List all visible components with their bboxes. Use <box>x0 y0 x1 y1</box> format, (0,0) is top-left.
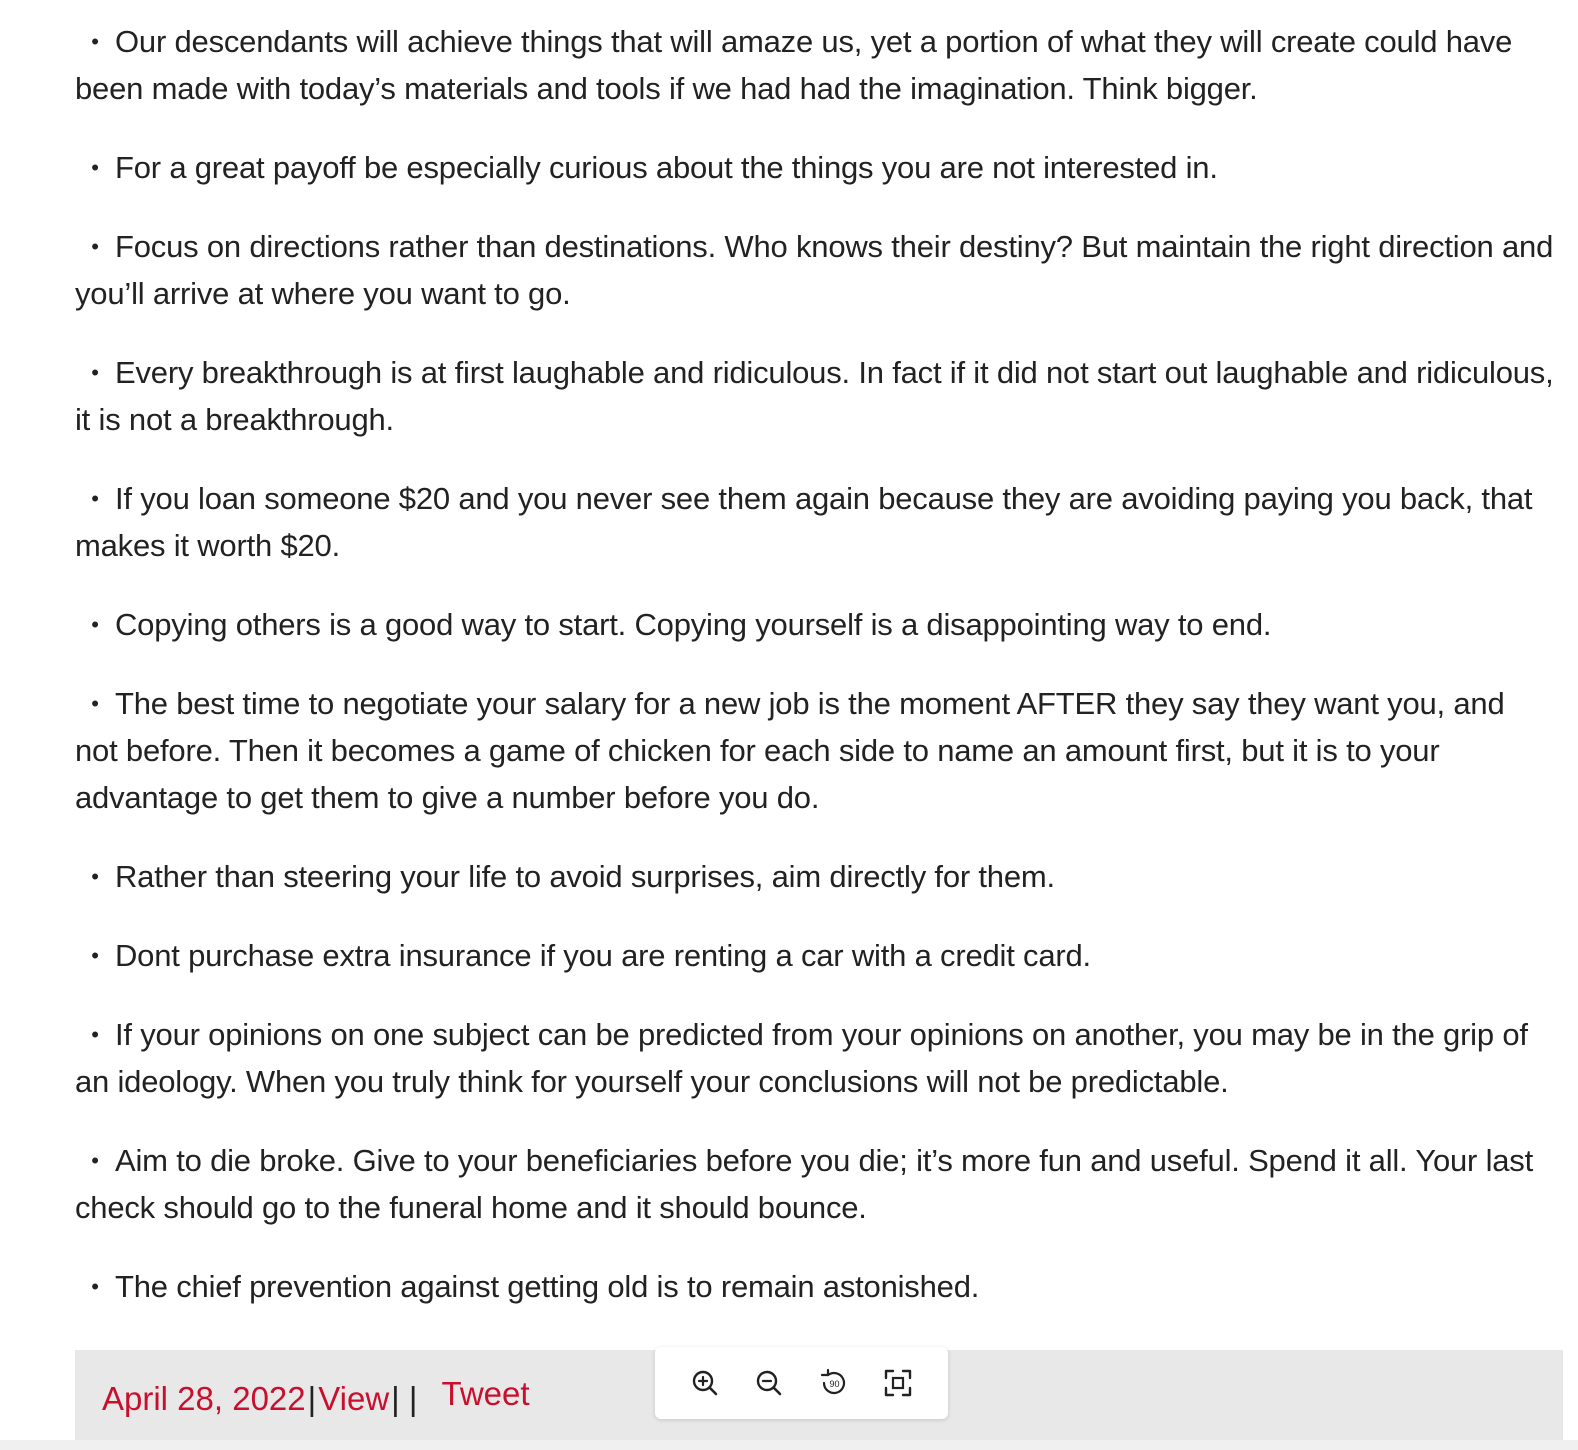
tweet-link[interactable]: Tweet <box>441 1375 530 1412</box>
bullet: • <box>91 612 99 637</box>
list-item-text: Aim to die broke. Give to your beneficiaries before you die; it’s more fun and useful. Spend it all. Your last check should go to the funeral home and it should bounce. <box>75 1143 1534 1225</box>
list-item-text: For a great payoff be especially curious about the things you are not interested in. <box>115 150 1218 185</box>
list-item-text: Focus on directions rather than destinations. Who knows their destiny? But maintain the right direction and you’ll arrive at where you want to go. <box>75 229 1554 311</box>
view-link[interactable]: View <box>318 1380 390 1417</box>
fit-screen-button[interactable] <box>878 1363 918 1403</box>
rotate-icon <box>818 1367 850 1399</box>
separator: | <box>307 1380 317 1417</box>
list-item <box>75 18 1555 112</box>
article-body <box>75 18 1555 1342</box>
post-meta <box>102 1375 530 1418</box>
list-item <box>75 1263 1555 1310</box>
image-viewer-toolbar <box>655 1347 948 1419</box>
zoom-in-button[interactable] <box>685 1363 725 1403</box>
list-item <box>75 932 1555 979</box>
page-bottom-edge <box>0 1440 1578 1450</box>
list-item <box>75 144 1555 191</box>
list-item-text: Every breakthrough is at first laughable and ridiculous. In fact if it did not start out laughable and ridiculous, it is not a breakthrough. <box>75 355 1554 437</box>
bullet: • <box>91 943 99 968</box>
post-date: April 28, 2022 <box>102 1380 306 1417</box>
zoom-in-icon <box>690 1368 720 1398</box>
bullet: • <box>91 486 99 511</box>
rotate-button[interactable] <box>814 1363 854 1403</box>
list-item <box>75 601 1555 648</box>
list-item-text: The best time to negotiate your salary for a new job is the moment AFTER they say they want you, and not before. Then it becomes a game of chicken for each side to name an amount first, but it is to your advantage to get them to give a number before you do. <box>75 686 1505 815</box>
bullet: • <box>91 234 99 259</box>
zoom-out-icon <box>754 1368 784 1398</box>
bullet: • <box>91 29 99 54</box>
zoom-out-button[interactable] <box>749 1363 789 1403</box>
list-item-text: Rather than steering your life to avoid surprises, aim directly for them. <box>115 859 1055 894</box>
list-item <box>75 1137 1555 1231</box>
bullet: • <box>91 1274 99 1299</box>
list-item-text: Our descendants will achieve things that will amaze us, yet a portion of what they will create could have been made with today’s materials and tools if we had had the imagination. Think bigger. <box>75 24 1513 106</box>
list-item <box>75 1011 1555 1105</box>
separator: | | <box>391 1380 418 1417</box>
list-item-text: Dont purchase extra insurance if you are renting a car with a credit card. <box>115 938 1091 973</box>
list-item-text: If you loan someone $20 and you never see them again because they are avoiding paying you back, that makes it worth $20. <box>75 481 1533 563</box>
bullet: • <box>91 691 99 716</box>
bullet: • <box>91 155 99 180</box>
rotate-label: 90 <box>829 1379 840 1389</box>
bullet: • <box>91 360 99 385</box>
list-item <box>75 853 1555 900</box>
list-item-text: The chief prevention against getting old is to remain astonished. <box>115 1269 980 1304</box>
bullet: • <box>91 1022 99 1047</box>
list-item-text: Copying others is a good way to start. Copying yourself is a disappointing way to end. <box>115 607 1272 642</box>
bullet: • <box>91 864 99 889</box>
fit-screen-icon <box>883 1368 913 1398</box>
list-item <box>75 223 1555 317</box>
bullet: • <box>91 1148 99 1173</box>
list-item-text: If your opinions on one subject can be predicted from your opinions on another, you may be in the grip of an ideology. When you truly think for yourself your conclusions will not be predictable. <box>75 1017 1528 1099</box>
list-item <box>75 349 1555 443</box>
list-item <box>75 680 1555 821</box>
list-item <box>75 475 1555 569</box>
